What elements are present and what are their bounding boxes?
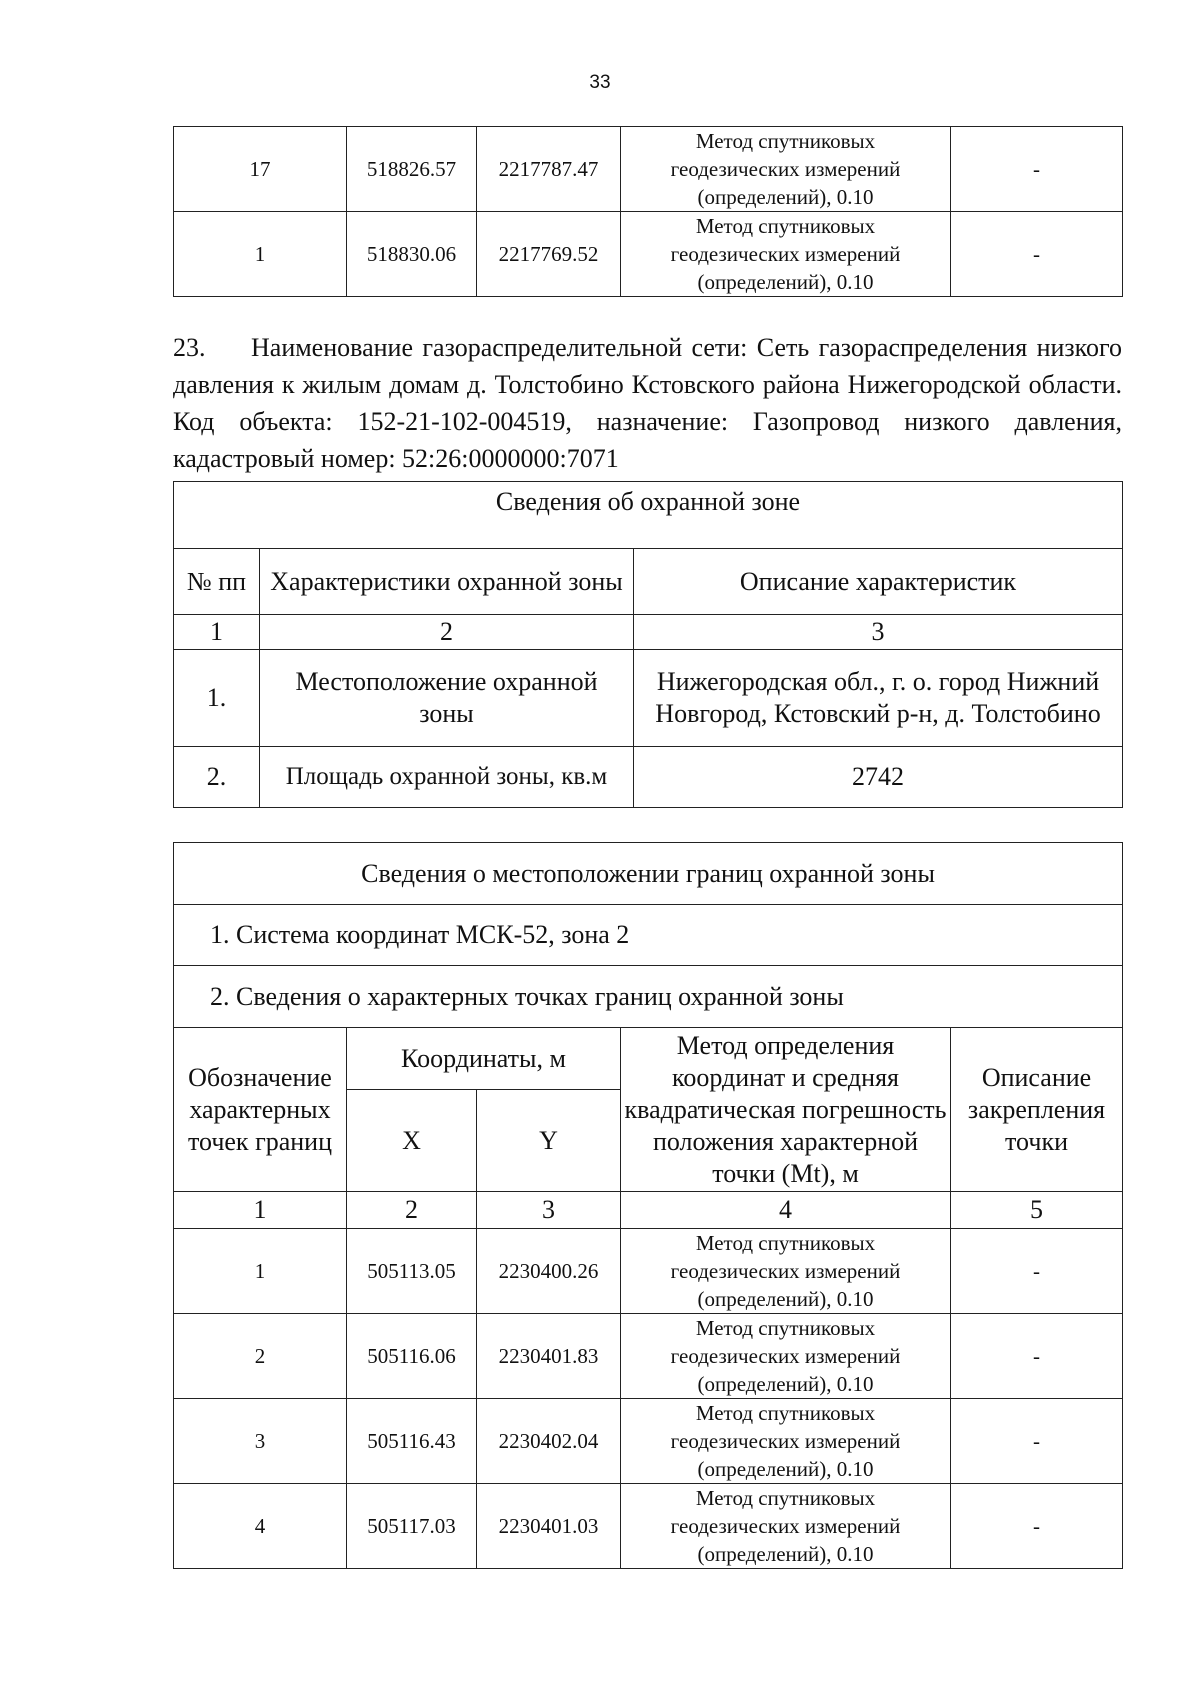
method-line: (определений), 0.10 xyxy=(697,1542,874,1566)
index-cell: 3 xyxy=(634,615,1123,650)
table-row xyxy=(174,650,1123,747)
method-cell xyxy=(621,127,951,212)
y-cell: 2217769.52 xyxy=(477,212,621,297)
method-line: Метод спутниковых xyxy=(695,1401,876,1425)
bounds-table-title: Сведения о местоположении границ охранной зоны xyxy=(174,843,1123,905)
method-line: Метод спутниковых xyxy=(695,1231,876,1255)
header-description: Описание характеристик xyxy=(634,549,1123,615)
x-cell: 505116.43 xyxy=(347,1399,477,1484)
header-coordinates: Координаты, м xyxy=(347,1028,621,1090)
row-number: 2. xyxy=(174,747,260,808)
method-line: Метод спутниковых xyxy=(695,129,876,153)
row-number: 1. xyxy=(174,650,260,747)
y-cell: 2230401.83 xyxy=(477,1314,621,1399)
method-line: геодезических измерений xyxy=(670,1429,901,1453)
y-cell: 2230401.03 xyxy=(477,1484,621,1569)
method-cell xyxy=(621,1229,951,1314)
fix-cell: - xyxy=(951,1484,1123,1569)
table-row xyxy=(174,1484,1123,1569)
zone-table-title: Сведения об охранной зоне xyxy=(174,482,1123,549)
y-cell: 2230400.26 xyxy=(477,1229,621,1314)
protection-zone-table xyxy=(173,481,1123,808)
method-cell xyxy=(621,1314,951,1399)
fix-cell: - xyxy=(951,127,1123,212)
header-y: Y xyxy=(477,1090,621,1192)
method-line: геодезических измерений xyxy=(670,157,901,181)
section-number: 23. xyxy=(173,333,206,362)
page-number: 33 xyxy=(589,72,611,93)
table-row xyxy=(174,1314,1123,1399)
method-line: (определений), 0.10 xyxy=(697,270,874,294)
y-cell: 2217787.47 xyxy=(477,127,621,212)
method-line: Метод спутниковых xyxy=(695,1486,876,1510)
point-cell: 3 xyxy=(174,1399,347,1484)
section-text: Наименование газораспределительной сети: Сеть газораспределения низкого давления к жилым домам д. Толстобино Кстовского района Нижегородской области. Код объекта: 152-21-102-004519, назначение: Газопровод низкого давления, кадастровый номер: 52:26:0000000:7071 xyxy=(173,333,1122,473)
method-line: (определений), 0.10 xyxy=(697,185,874,209)
coordinates-table-continued xyxy=(173,126,1123,297)
points-info-line: 2. Сведения о характерных точках границ охранной зоны xyxy=(174,966,1123,1028)
fix-cell: - xyxy=(951,1314,1123,1399)
method-line: (определений), 0.10 xyxy=(697,1457,874,1481)
index-cell: 3 xyxy=(477,1192,621,1229)
header-fix: Описание закрепления точки xyxy=(951,1028,1123,1192)
row-name: Местоположение охранной зоны xyxy=(260,650,634,747)
row-value: 2742 xyxy=(634,747,1123,808)
boundary-points-table xyxy=(173,842,1123,1569)
fix-cell: - xyxy=(951,1399,1123,1484)
point-cell: 2 xyxy=(174,1314,347,1399)
index-cell: 2 xyxy=(347,1192,477,1229)
index-cell: 1 xyxy=(174,1192,347,1229)
method-line: геодезических измерений xyxy=(670,1514,901,1538)
x-cell: 505113.05 xyxy=(347,1229,477,1314)
header-number: № пп xyxy=(174,549,260,615)
header-x: X xyxy=(347,1090,477,1192)
point-cell: 4 xyxy=(174,1484,347,1569)
index-cell: 1 xyxy=(174,615,260,650)
header-point: Обозначение характерных точек границ xyxy=(174,1028,347,1192)
row-name: Площадь охранной зоны, кв.м xyxy=(260,747,634,808)
point-cell: 1 xyxy=(174,1229,347,1314)
section-paragraph xyxy=(173,329,1122,477)
method-cell xyxy=(621,1399,951,1484)
coordinate-system-line: 1. Система координат МСК-52, зона 2 xyxy=(174,905,1123,966)
point-cell: 1 xyxy=(174,212,347,297)
header-characteristics: Характеристики охранной зоны xyxy=(260,549,634,615)
method-cell xyxy=(621,1484,951,1569)
x-cell: 518826.57 xyxy=(347,127,477,212)
index-cell: 2 xyxy=(260,615,634,650)
table-row xyxy=(174,1399,1123,1484)
method-cell xyxy=(621,212,951,297)
method-line: Метод спутниковых xyxy=(695,1316,876,1340)
method-line: геодезических измерений xyxy=(670,1344,901,1368)
x-cell: 505116.06 xyxy=(347,1314,477,1399)
point-cell: 17 xyxy=(174,127,347,212)
x-cell: 518830.06 xyxy=(347,212,477,297)
row-value: Нижегородская обл., г. о. город Нижний Новгород, Кстовский р-н, д. Толстобино xyxy=(634,650,1123,747)
index-cell: 5 xyxy=(951,1192,1123,1229)
fix-cell: - xyxy=(951,1229,1123,1314)
y-cell: 2230402.04 xyxy=(477,1399,621,1484)
index-cell: 4 xyxy=(621,1192,951,1229)
table-row xyxy=(174,747,1123,808)
table-row xyxy=(174,212,1123,297)
method-line: геодезических измерений xyxy=(670,1259,901,1283)
table-row xyxy=(174,127,1123,212)
fix-cell: - xyxy=(951,212,1123,297)
table-row xyxy=(174,1229,1123,1314)
x-cell: 505117.03 xyxy=(347,1484,477,1569)
method-line: (определений), 0.10 xyxy=(697,1372,874,1396)
header-method: Метод определения координат и средняя квадратическая погрешность положения характерной точки (Mt), м xyxy=(621,1028,951,1192)
method-line: (определений), 0.10 xyxy=(697,1287,874,1311)
method-line: Метод спутниковых xyxy=(695,214,876,238)
method-line: геодезических измерений xyxy=(670,242,901,266)
